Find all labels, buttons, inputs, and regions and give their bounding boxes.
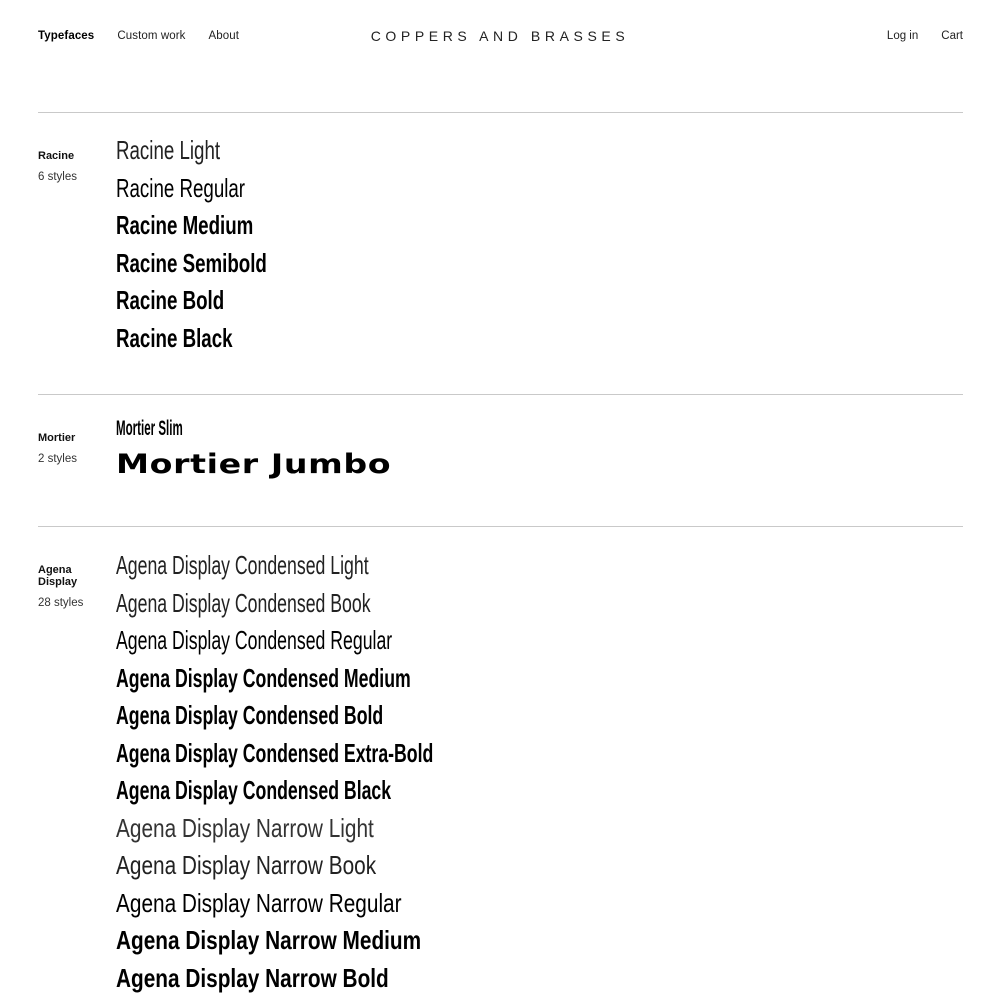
family-style-count: 2 styles [38,453,77,465]
account-nav [864,30,963,42]
nav-custom-work-link[interactable]: Custom work [117,30,186,42]
family-style-count: 28 styles [38,597,84,609]
style-agena-condensed-book[interactable]: Agena Display Condensed Book [116,587,371,618]
style-agena-narrow-medium[interactable]: Agena Display Narrow Medium [116,925,422,955]
style-agena-narrow-regular[interactable]: Agena Display Narrow Regular [116,887,402,918]
style-racine-semibold[interactable]: Racine Semibold [116,247,267,278]
cart-link[interactable]: Cart [941,30,963,42]
brand-logo[interactable]: COPPERS AND BRASSES [370,28,630,44]
style-agena-condensed-extra-bold[interactable]: Agena Display Condensed Extra-Bold [116,737,434,768]
style-agena-condensed-light[interactable]: Agena Display Condensed Light [116,550,369,580]
style-agena-condensed-regular[interactable]: Agena Display Condensed Regular [116,625,393,655]
style-list [116,132,326,357]
family-meta [38,432,108,465]
family-meta [38,150,108,183]
family-meta [38,564,108,609]
style-mortier-slim[interactable]: Mortier Slim [116,417,183,440]
style-racine-medium[interactable]: Racine Medium [116,210,254,240]
style-agena-condensed-medium[interactable]: Agena Display Condensed Medium [116,662,411,693]
style-racine-bold[interactable]: Racine Bold [116,285,225,315]
style-agena-narrow-bold[interactable]: Agena Display Narrow Bold [116,962,389,993]
divider [38,112,963,113]
style-agena-condensed-bold[interactable]: Agena Display Condensed Bold [116,700,384,730]
family-name[interactable]: Mortier [38,432,76,444]
site-header [0,0,1000,74]
style-racine-regular[interactable]: Racine Regular [116,172,246,203]
style-list [116,547,583,997]
style-agena-narrow-light[interactable]: Agena Display Narrow Light [116,812,374,843]
nav-about-link[interactable]: About [208,30,240,42]
style-agena-narrow-book[interactable]: Agena Display Narrow Book [116,850,377,880]
style-list [116,417,392,480]
family-name[interactable]: Agena Display [38,564,78,588]
style-racine-black[interactable]: Racine Black [116,322,233,353]
family-name[interactable]: Racine [38,150,75,162]
log-in-link[interactable]: Log in [886,30,919,42]
nav-typefaces-link[interactable]: Typefaces [38,30,95,42]
style-racine-light[interactable]: Racine Light [116,135,221,165]
family-style-count: 6 styles [38,171,77,183]
style-agena-condensed-black[interactable]: Agena Display Condensed Black [116,775,392,805]
style-mortier-jumbo[interactable]: Mortier Jumbo [116,449,392,480]
divider [38,526,963,527]
divider [38,394,963,395]
